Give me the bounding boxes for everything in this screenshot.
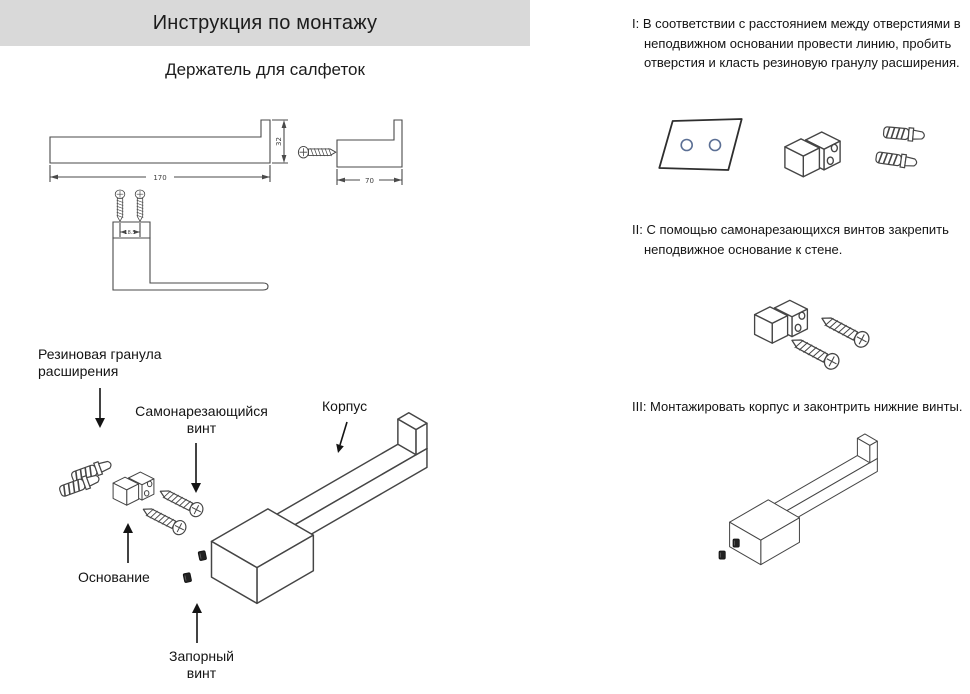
base-block-drawing: [113, 472, 154, 505]
technical-views: [30, 105, 440, 335]
step-2-illustration: [700, 268, 920, 390]
page-title: Инструкция по монтажу: [152, 11, 378, 34]
step-1-text: I: В соответствии с расстоянием между отверстиями в неподвижном основании провести линию, пробить отверстия и класть резиновую гранулу расширения.: [632, 16, 961, 70]
base-block-drawing: [755, 300, 808, 343]
step-3-svg: [690, 424, 940, 589]
plug-label-arrow: [95, 388, 105, 428]
top-view-drawing: [113, 190, 268, 290]
step-2-text: II: С помощью самонарезающихся винтов закрепить неподвижное основание к стене.: [632, 222, 949, 257]
label-lock-screw: Запорный винт: [168, 648, 234, 681]
dim-length: 170: [153, 173, 167, 182]
wall-plug-drawing: [875, 126, 925, 170]
base-block-drawing: [785, 132, 840, 177]
step-2-svg: [700, 268, 920, 390]
dim-hole-spacing: 18.5: [124, 230, 136, 236]
product-subtitle: Держатель для салфеток: [165, 60, 365, 79]
technical-views-svg: [30, 105, 440, 335]
dim-depth: 70: [365, 176, 374, 185]
label-rubber-plug: Резиновая гранула расширения: [38, 346, 162, 379]
wall-plate-drawing: [659, 119, 741, 170]
page-header: [0, 0, 530, 46]
depth-view-drawing: [298, 120, 402, 185]
label-tapping-screw: Самонарезающийся винт: [135, 403, 268, 436]
holder-body-drawing: [212, 413, 427, 604]
step-3-illustration: [690, 424, 940, 589]
wall-plug-drawing: [58, 458, 113, 498]
step-3-text: III: Монтажировать корпус и законтрить нижние винты.: [632, 399, 963, 414]
lock-screw-drawing: [183, 551, 207, 583]
step-1-svg: [640, 95, 960, 210]
dim-height: 32: [275, 137, 283, 146]
body-label-arrow: [336, 422, 347, 453]
holder-body-drawing: [730, 434, 878, 565]
label-body: Корпус: [322, 398, 368, 414]
step-1-illustration: [640, 95, 960, 210]
base-label-arrow: [123, 523, 133, 563]
side-view-drawing: [50, 120, 288, 182]
screw-label-arrow: [191, 443, 201, 493]
lock-screw-label-arrow: [192, 603, 202, 643]
label-base: Основание: [78, 569, 150, 585]
